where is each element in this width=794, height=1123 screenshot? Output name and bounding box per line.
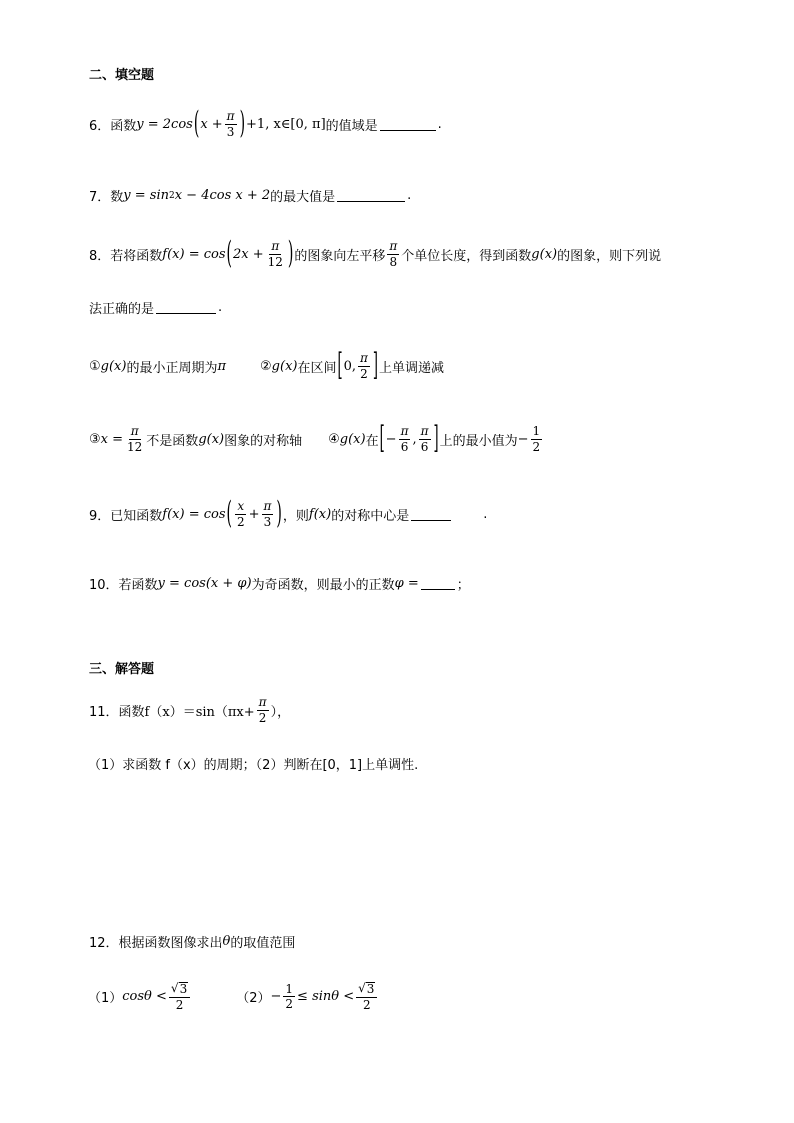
q8-opt2-lbracket: [: [337, 348, 343, 385]
q8-pi2: π: [389, 239, 398, 253]
q8-opt1-pi: π: [217, 358, 227, 374]
q8-opt1-text: 的最小正周期为: [126, 360, 218, 376]
q8-opt1-marker: ①: [89, 358, 101, 374]
q12-p1-sqrt: √ 3: [170, 981, 188, 996]
q9-answer-blank[interactable]: [411, 508, 451, 521]
q10-end: ；: [456, 578, 470, 593]
q11-two: 2: [258, 710, 267, 725]
q8-rparen: ): [287, 236, 294, 272]
q8-opt3-x: x =: [100, 431, 124, 447]
question-11-sub: （1）求函数 f（x）的周期；（2）判断在[0，1]上单调性.: [88, 758, 419, 773]
q8-opt4-six2: 6: [420, 439, 429, 454]
q9-frac2: [262, 500, 274, 528]
q9-fx: f(x) = cos: [162, 506, 226, 522]
q9-three: 3: [263, 514, 272, 529]
q8-opt3-frac: [125, 425, 144, 453]
q8-opt4-frac1: [399, 425, 411, 453]
section-heading-answer: 三、解答题: [89, 662, 155, 677]
q12-p1-sqrt-wrap: [169, 982, 190, 998]
q8-tail: 的图象，则下列说: [557, 248, 662, 264]
q10-answer-blank[interactable]: [421, 577, 455, 590]
q12-p2-sqrt: √ 3: [358, 981, 375, 996]
q9-rparen: ): [276, 496, 282, 532]
q9-fx2: f(x): [308, 506, 332, 522]
q8-opt4-neg: −: [385, 431, 397, 447]
q6-frac: [225, 110, 237, 138]
q9-frac1: [235, 500, 247, 528]
question-8: [89, 236, 662, 272]
q7-after: 的最大值是: [270, 190, 336, 205]
q8-opt2-after: 上单调递减: [378, 360, 444, 376]
q12-p2-sqrt-wrap: [356, 982, 377, 998]
question-6: [89, 106, 442, 142]
q9-plus: +: [248, 506, 260, 522]
question-11: [89, 696, 290, 724]
q12-p2-neg: −: [270, 989, 282, 1005]
q7-answer-blank[interactable]: [337, 189, 405, 202]
q6-after: 的值域是: [325, 118, 378, 134]
q10-expr: y = cos(x + φ): [157, 576, 252, 591]
q8-eight: 8: [389, 254, 398, 269]
q7-expr-a: y = sin: [123, 188, 169, 203]
q8-opt3-text: 不是函数: [146, 433, 199, 449]
q8-opt3-twelve: 12: [127, 439, 143, 454]
q9-number: 9．已知函数: [89, 508, 163, 524]
q12-theta: θ: [222, 934, 231, 949]
q8-mid: 的图象向左平移: [294, 248, 386, 264]
q11-pi: π: [258, 695, 267, 709]
q12-number: 12．根据函数图像求出: [89, 936, 223, 951]
q8-opt4-six1: 6: [400, 439, 409, 454]
q12-p1-expr: cosθ <: [122, 989, 167, 1005]
q12-p2-one: 1: [285, 981, 294, 996]
q9-end: .: [483, 506, 488, 522]
q8-opt3-pi: π: [130, 424, 139, 438]
q12-p1-den: 2: [175, 997, 184, 1012]
q8-opt2-marker: ②: [260, 358, 272, 374]
q8-opt4-frac3: [531, 425, 543, 453]
q6-tail: +1, x∈[0, π]: [246, 116, 326, 132]
q8-opt4-marker: ④: [328, 431, 340, 447]
question-7: [89, 186, 411, 205]
q8-end: .: [218, 300, 223, 315]
q8-opt4-pi1: π: [400, 424, 409, 438]
q7-end: .: [407, 188, 412, 203]
question-12-parts: [88, 982, 379, 1011]
q9-lparen: (: [226, 496, 232, 532]
q8-gx: g(x): [531, 246, 558, 262]
q12-p2-label: （2）: [236, 991, 271, 1007]
q8-opt2-two: 2: [360, 366, 368, 381]
q8-opt4-after: 上的最小值为: [439, 433, 518, 449]
q8-opt4-comma: ,: [412, 431, 417, 447]
q9-two: 2: [236, 514, 245, 529]
q12-p2-radicand: 3: [366, 982, 375, 996]
q9-pi: π: [263, 499, 272, 513]
q6-lparen: (: [193, 106, 200, 142]
question-9: [89, 496, 488, 532]
q8-options-row2: [89, 421, 544, 458]
q12-p2-frac1: [283, 983, 295, 1011]
q10-after: 为奇函数，则最小的正数: [251, 578, 395, 593]
q8-opt2-rbracket: ]: [372, 348, 378, 385]
q9-after2: 的对称中心是: [331, 508, 410, 524]
q8-pi: π: [271, 239, 280, 253]
q8-opt2-pi: π: [359, 351, 368, 365]
q9-x: x: [237, 499, 245, 513]
q11-fx: f（x）＝sin（πx+: [144, 704, 255, 720]
q8-opt3-marker: ③: [89, 431, 101, 447]
question-12: [89, 932, 295, 951]
section-heading-fill: 二、填空题: [89, 68, 155, 83]
q10-number: 10．若函数: [89, 578, 158, 593]
q6-rparen: ): [239, 106, 246, 142]
q7-number: 7．数: [89, 190, 124, 205]
q8-opt4-one: 1: [532, 424, 541, 438]
q6-answer-blank[interactable]: [380, 118, 436, 131]
q8-mid2: 个单位长度，得到函数: [401, 248, 532, 264]
q8-shift-frac: [387, 240, 399, 268]
q11-frac: [257, 696, 269, 724]
q8-opt3-after: 图象的对称轴: [224, 433, 303, 449]
q8-opt4-pi2: π: [420, 424, 429, 438]
q6-number: 6．函数: [89, 118, 137, 134]
q6-inner-x: x +: [200, 116, 223, 132]
q8-line2: 法正确的是: [89, 302, 155, 317]
q8-opt1-gx: g(x): [100, 358, 127, 374]
q8-opt4-rbracket: ]: [433, 421, 439, 458]
q8-options-row1: [89, 348, 444, 385]
q6-pi: π: [226, 109, 235, 123]
q12-p1-frac: [169, 982, 190, 1011]
q8-opt2-gx: g(x): [271, 358, 298, 374]
q8-answer-blank[interactable]: [156, 301, 216, 314]
q8-number: 8．若将函数: [89, 248, 163, 264]
q8-opt2-frac: [358, 352, 370, 380]
question-10: [89, 574, 470, 593]
q8-frac: [266, 240, 285, 268]
q12-p2-den: 2: [362, 997, 371, 1012]
q12-p2-two: 2: [285, 997, 294, 1012]
q8-opt2-zero: 0,: [343, 358, 356, 374]
q9-after: ，则: [282, 508, 309, 524]
q12-p2-frac2: [356, 982, 377, 1011]
q10-phi: φ =: [394, 576, 419, 591]
q8-opt3-gx: g(x): [198, 431, 225, 447]
q8-lparen: (: [226, 236, 232, 272]
q8-fx: f(x) = cos: [162, 246, 226, 262]
q11-number: 11．函数: [89, 704, 145, 720]
q12-p1-label: （1）: [88, 991, 123, 1007]
q8-opt4-neg2: −: [517, 431, 529, 447]
q12-after: 的取值范围: [230, 936, 296, 951]
q8-opt4-text: 在: [365, 433, 379, 449]
q7-expr-b: x − 4cos x + 2: [174, 188, 271, 203]
q12-p1-radicand: 3: [179, 982, 188, 996]
q6-three: 3: [226, 124, 235, 139]
q11-close: ），: [270, 704, 291, 720]
question-8-line2: [89, 298, 222, 317]
q6-end: .: [437, 116, 442, 132]
q8-twelve: 12: [267, 254, 283, 269]
q8-opt4-gx: g(x): [339, 431, 366, 447]
q8-inner: 2x +: [232, 246, 264, 262]
q8-opt4-two: 2: [532, 439, 541, 454]
q6-y-eq: y = 2cos: [136, 116, 193, 132]
q12-p2-mid: ≤ sinθ <: [297, 989, 355, 1005]
q8-opt2-text: 在区间: [297, 360, 337, 376]
q8-opt4-lbracket: [: [379, 421, 385, 458]
q7-sup: 2: [168, 190, 175, 201]
q8-opt4-frac2: [419, 425, 431, 453]
